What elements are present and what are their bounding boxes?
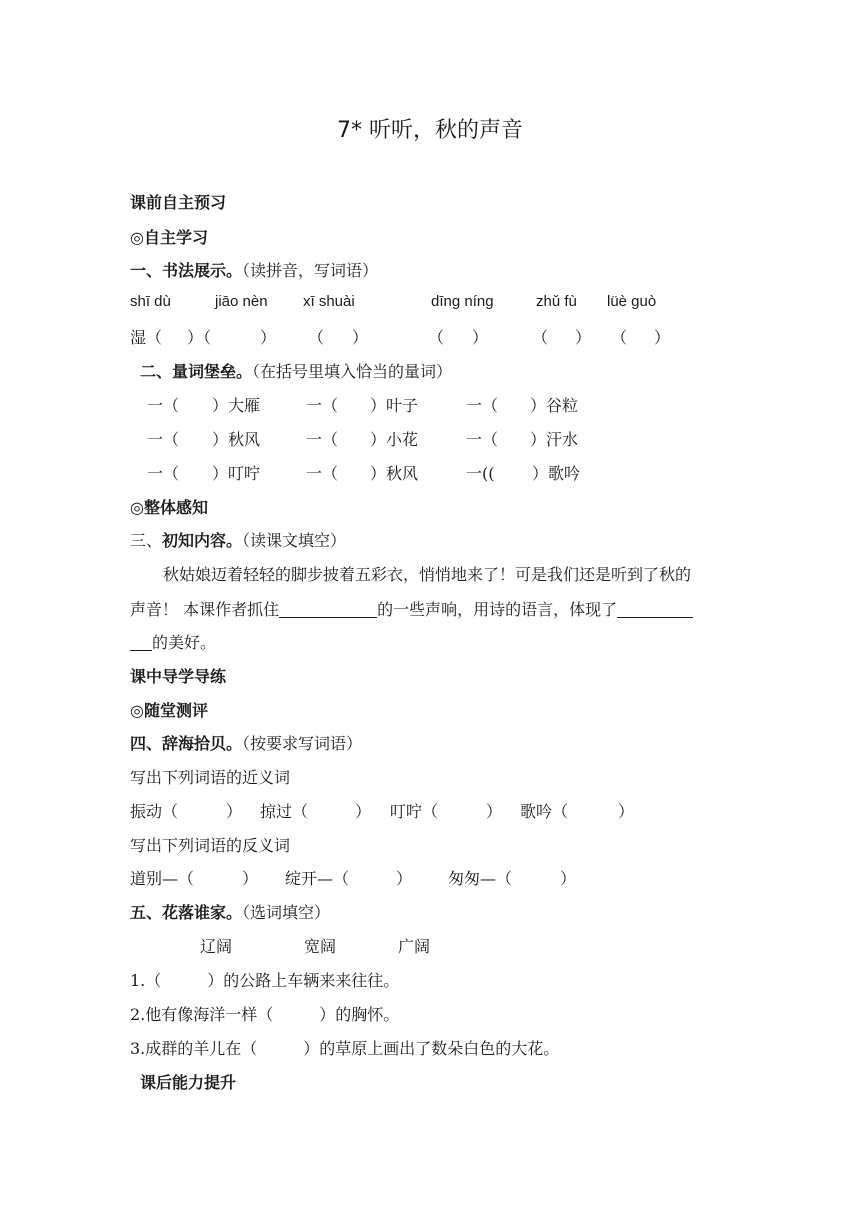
question-5-instruction: （选词填空）: [242, 903, 331, 922]
measure-word-item: ）大雁: [212, 396, 261, 415]
question-3-head-text: 初知内容。: [162, 531, 243, 550]
measure-word-item: ）秋风: [212, 430, 261, 449]
question-2-head: 二、量词堡垒。: [140, 362, 253, 381]
synonym-item: ）: [618, 802, 635, 821]
synonym-item: 掠过（: [260, 802, 309, 821]
synonym-title: 写出下列词语的近义词: [130, 768, 291, 787]
pinyin-item: dīng níng: [431, 293, 494, 310]
section-heading-after-class: 课后能力提升: [140, 1073, 237, 1092]
subheading-self-study: ◎自主学习: [130, 228, 208, 247]
measure-word-item: 一（: [147, 396, 180, 415]
measure-word-item: 一((: [466, 464, 495, 483]
question-3: [130, 528, 346, 551]
question-1: [130, 258, 378, 281]
passage-line-2: [130, 597, 693, 620]
question-2: [140, 359, 452, 382]
synonym-item: 振动（: [130, 802, 179, 821]
answer-blank[interactable]: [617, 599, 693, 618]
synonym-item: ）: [226, 802, 243, 821]
fill-sentence-3: [130, 1036, 559, 1059]
question-3-instruction: （读课文填空）: [242, 531, 347, 550]
section-heading-in-class: 课中导学导练: [130, 667, 227, 686]
synonym-item: ）: [486, 802, 503, 821]
measure-word-item: 一（: [466, 430, 499, 449]
fill-sentence-1: [130, 968, 399, 991]
answer-paren: 湿（: [130, 328, 163, 347]
synonym-item: 叮咛（: [390, 802, 439, 821]
measure-word-item: ）谷粒: [530, 396, 579, 415]
measure-word-item: 一（: [147, 464, 180, 483]
measure-word-item: ）小花: [370, 430, 419, 449]
fill-text: ）的草原上画出了数朵白色的大花。: [303, 1039, 560, 1058]
pinyin-item: zhǔ fù: [536, 293, 577, 310]
page-title: 7* 听听，秋的声音: [337, 118, 523, 143]
word-choice: 宽阔: [304, 937, 337, 956]
antonym-item: ）: [396, 869, 413, 888]
fill-text: 1.（: [130, 971, 162, 990]
measure-word-item: 一（: [306, 464, 339, 483]
answer-paren: ）（: [187, 328, 212, 347]
measure-word-item: ）汗水: [530, 430, 579, 449]
measure-word-item: 一（: [306, 396, 339, 415]
measure-word-item: 一（: [147, 430, 180, 449]
answer-paren: （: [308, 328, 325, 347]
answer-paren: ）: [352, 328, 369, 347]
measure-word-item: 一（: [466, 396, 499, 415]
passage-text: 的美好。: [152, 633, 217, 652]
passage-line-3: [130, 630, 216, 653]
pinyin-item: lüè guò: [607, 293, 657, 310]
answer-paren: （: [428, 328, 445, 347]
subheading-quiz: ◎随堂测评: [130, 701, 208, 720]
measure-word-item: ）秋风: [370, 464, 419, 483]
pinyin-item: shī dù: [130, 293, 171, 310]
antonym-item: 匆匆—（: [448, 869, 513, 888]
measure-word-item: 一（: [306, 430, 339, 449]
antonym-item: 绽开—（: [285, 869, 350, 888]
passage-line-1: 秋姑娘迈着轻轻的脚步披着五彩衣，悄悄地来了！可是我们还是听到了秋的: [163, 565, 692, 584]
fill-text: ）的胸怀。: [319, 1005, 400, 1024]
fill-text: 2.他有像海洋一样（: [130, 1005, 274, 1024]
answer-blank[interactable]: [279, 599, 377, 618]
fill-sentence-2: [130, 1002, 399, 1025]
measure-word-item: ）歌吟: [532, 464, 581, 483]
question-1-instruction: （读拼音，写词语）: [242, 261, 379, 280]
subheading-overall: ◎整体感知: [130, 498, 208, 517]
answer-paren: ）: [654, 328, 671, 347]
question-5: [130, 900, 330, 923]
answer-paren: （: [532, 328, 549, 347]
measure-word-item: ）叶子: [370, 396, 419, 415]
pinyin-item: jiāo nèn: [215, 293, 268, 310]
fill-text: ）的公路上车辆来来往往。: [207, 971, 400, 990]
answer-paren: ）: [575, 328, 592, 347]
section-heading-preview: 课前自主预习: [130, 193, 227, 212]
synonym-item: 歌吟（: [520, 802, 569, 821]
answer-blank-continued[interactable]: [130, 632, 152, 651]
measure-word-item: ）叮咛: [212, 464, 261, 483]
passage-text: 声音！ 本课作者抓住: [130, 600, 280, 619]
question-5-head: 五、花落谁家。: [130, 903, 243, 922]
antonym-item: 道别—（: [130, 869, 195, 888]
answer-paren: ）: [260, 328, 277, 347]
answer-paren: （: [611, 328, 628, 347]
answer-paren: ）: [472, 328, 489, 347]
antonym-item: ）: [242, 869, 259, 888]
passage-text: 的一些声响，用诗的语言，体现了: [377, 600, 618, 619]
word-choice: 辽阔: [200, 937, 233, 956]
question-4-head: 四、辞海拾贝。: [130, 734, 243, 753]
antonym-title: 写出下列词语的反义词: [130, 836, 291, 855]
pinyin-item: xī shuài: [303, 293, 355, 310]
question-4: [130, 731, 362, 754]
question-2-instruction: （在括号里填入恰当的量词）: [252, 362, 453, 381]
word-choice: 广阔: [398, 937, 431, 956]
fill-text: 3.成群的羊儿在（: [130, 1039, 258, 1058]
question-4-instruction: （按要求写词语）: [242, 734, 363, 753]
question-1-head: 一、书法展示。: [130, 261, 243, 280]
antonym-item: ）: [560, 869, 577, 888]
synonym-item: ）: [355, 802, 372, 821]
question-3-prefix: 三、: [130, 531, 163, 550]
